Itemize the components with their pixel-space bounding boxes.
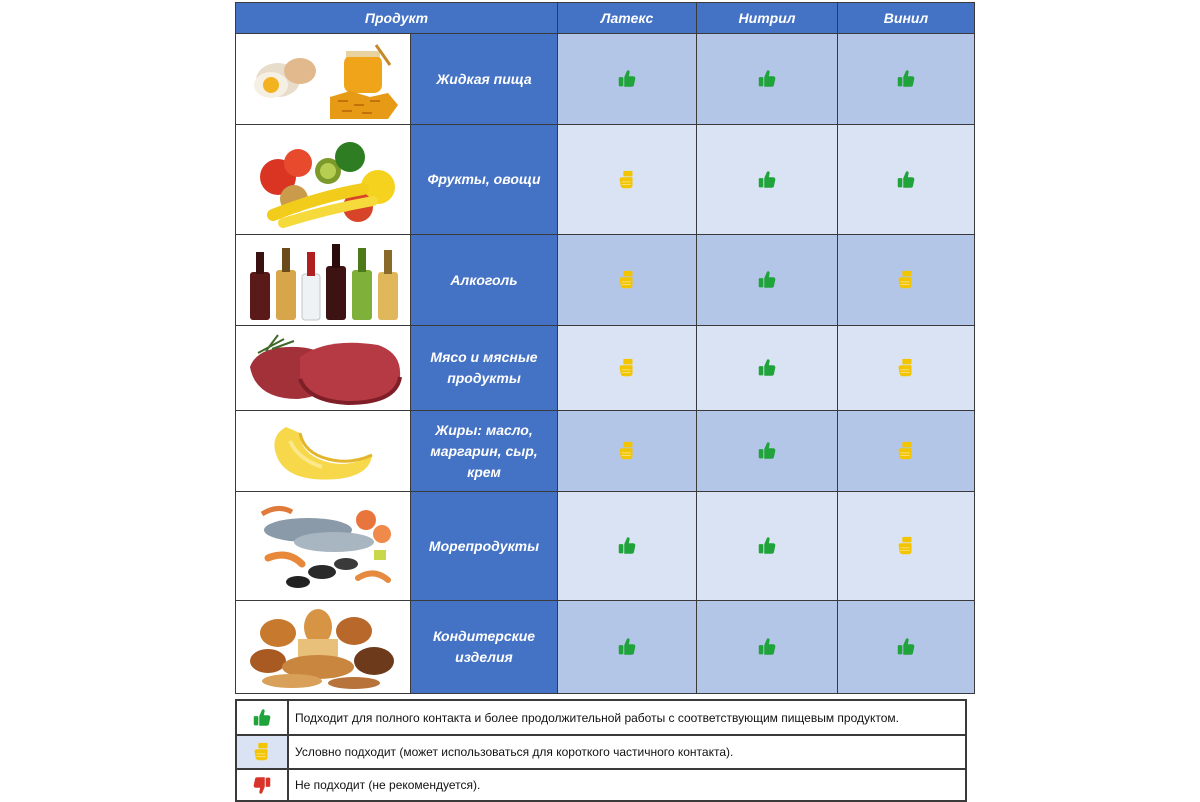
rating-nitrile — [697, 601, 837, 693]
fruits-vegetables-image — [236, 125, 410, 234]
glove-compatibility-table — [235, 2, 975, 694]
rating-vinyl — [838, 326, 974, 410]
thumbs-up-icon — [756, 357, 778, 379]
rating-nitrile — [697, 125, 837, 234]
thumb-sideways-icon — [895, 357, 917, 379]
product-name: Жиры: масло, маргарин, сыр, крем — [411, 411, 557, 491]
header-product: Продукт — [236, 3, 557, 33]
thumb-sideways-icon — [251, 741, 273, 763]
thumbs-up-icon — [251, 707, 273, 729]
rating-latex — [558, 125, 696, 234]
seafood-image — [236, 492, 410, 600]
rating-nitrile — [697, 492, 837, 600]
thumbs-up-icon — [756, 68, 778, 90]
product-name: Морепродукты — [411, 492, 557, 600]
product-name: Алкоголь — [411, 235, 557, 325]
butter-image — [236, 411, 410, 491]
eggs-honey-image — [236, 34, 410, 124]
thumbs-up-icon — [895, 169, 917, 191]
legend — [235, 699, 967, 802]
thumbs-down-icon — [251, 774, 273, 796]
thumbs-up-icon — [616, 636, 638, 658]
rating-vinyl — [838, 601, 974, 693]
product-name: Мясо и мясные продукты — [411, 326, 557, 410]
legend-icon-cell — [237, 736, 287, 768]
bakery-image — [236, 601, 410, 693]
rating-latex — [558, 411, 696, 491]
thumbs-up-icon — [616, 535, 638, 557]
legend-icon-cell — [237, 770, 287, 800]
product-name: Жидкая пища — [411, 34, 557, 124]
thumb-sideways-icon — [895, 535, 917, 557]
product-name: Кондитерские изделия — [411, 601, 557, 693]
thumbs-up-icon — [756, 440, 778, 462]
product-name: Фрукты, овощи — [411, 125, 557, 234]
header-nitrile: Нитрил — [697, 3, 837, 33]
thumbs-up-icon — [756, 636, 778, 658]
header-latex: Латекс — [558, 3, 696, 33]
rating-vinyl — [838, 34, 974, 124]
legend-text: Условно подходит (может использоваться для короткого частичного контакта). — [289, 736, 965, 768]
legend-text: Подходит для полного контакта и более продолжительной работы с соответствующим пищевым продуктом. — [289, 701, 965, 734]
thumbs-up-icon — [616, 68, 638, 90]
thumbs-up-icon — [756, 269, 778, 291]
legend-icon-cell — [237, 701, 287, 734]
rating-latex — [558, 235, 696, 325]
bottles-image — [236, 235, 410, 325]
thumb-sideways-icon — [895, 269, 917, 291]
rating-vinyl — [838, 125, 974, 234]
rating-latex — [558, 34, 696, 124]
rating-latex — [558, 326, 696, 410]
meat-image — [236, 326, 410, 410]
thumbs-up-icon — [895, 68, 917, 90]
rating-nitrile — [697, 34, 837, 124]
rating-nitrile — [697, 235, 837, 325]
thumb-sideways-icon — [895, 440, 917, 462]
thumbs-up-icon — [895, 636, 917, 658]
rating-vinyl — [838, 235, 974, 325]
rating-latex — [558, 601, 696, 693]
thumbs-up-icon — [756, 169, 778, 191]
thumb-sideways-icon — [616, 169, 638, 191]
thumb-sideways-icon — [616, 269, 638, 291]
rating-vinyl — [838, 411, 974, 491]
rating-nitrile — [697, 411, 837, 491]
legend-text: Не подходит (не рекомендуется). — [289, 770, 965, 800]
header-vinyl: Винил — [838, 3, 974, 33]
rating-nitrile — [697, 326, 837, 410]
rating-vinyl — [838, 492, 974, 600]
thumb-sideways-icon — [616, 357, 638, 379]
rating-latex — [558, 492, 696, 600]
thumbs-up-icon — [756, 535, 778, 557]
thumb-sideways-icon — [616, 440, 638, 462]
